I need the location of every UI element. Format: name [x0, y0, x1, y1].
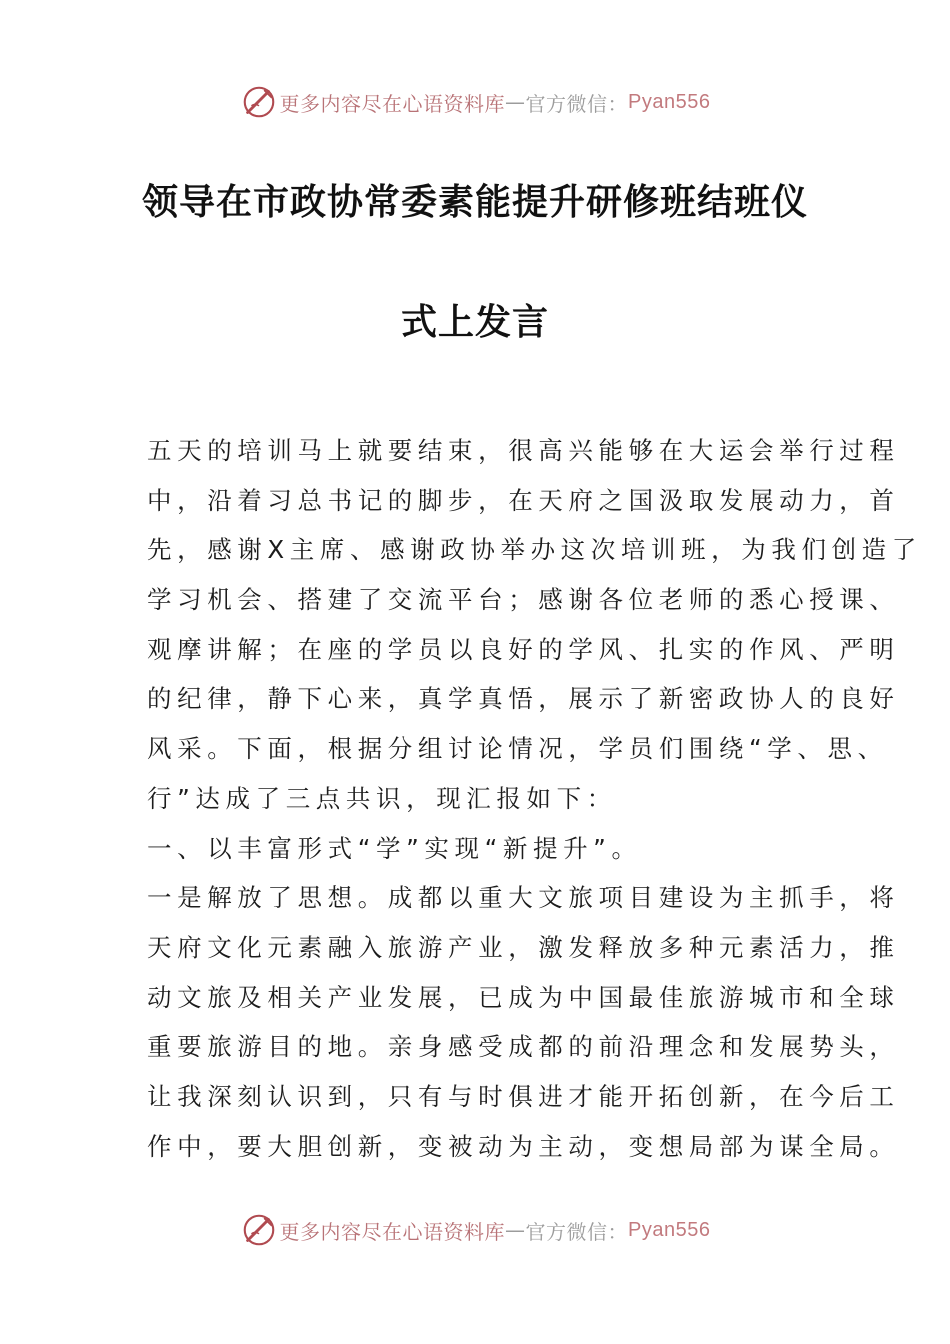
body-line: 的纪律，静下心来，真学真悟，展示了新密政协人的良好 — [147, 684, 900, 714]
body-line: 风采。下面，根据分组讨论情况，学员们围绕“学、思、 — [147, 734, 888, 764]
body-line: 行”达成了三点共识，现汇报如下： — [147, 783, 617, 813]
pen-seal-icon — [240, 83, 278, 121]
body-line: 一是解放了思想。成都以重大文旅项目建设为主抓手，将 — [147, 883, 900, 913]
watermark-dash: — — [505, 1218, 526, 1242]
body-line: 观摩讲解；在座的学员以良好的学风、扎实的作风、严明 — [147, 634, 900, 664]
watermark-official-label: 官方微信： — [525, 1219, 629, 1244]
pen-seal-icon — [240, 1211, 278, 1249]
watermark-wechat-id: Pyan556 — [628, 90, 711, 113]
document-body — [147, 426, 922, 1171]
document-title-line-2: 式上发言 — [400, 302, 549, 343]
header-watermark — [0, 82, 950, 122]
body-line: 让我深刻认识到，只有与时俱进才能开拓创新，在今后工 — [147, 1081, 900, 1111]
watermark-wechat-id: Pyan556 — [628, 1218, 711, 1241]
watermark-brand: 更多内容尽在心语资料库 — [279, 91, 506, 116]
body-line: 动文旅及相关产业发展，已成为中国最佳旅游城市和全球 — [147, 982, 900, 1012]
body-line: 重要旅游目的地。亲身感受成都的前沿理念和发展势头， — [147, 1032, 900, 1062]
body-line: 五天的培训马上就要结束，很高兴能够在大运会举行过程 — [147, 436, 900, 465]
body-line: 作中，要大胆创新，变被动为主动，变想局部为谋全局。 — [147, 1131, 900, 1161]
section-heading: 一、以丰富形式“学”实现“新提升”。 — [147, 833, 642, 863]
body-line: 学习机会、搭建了交流平台；感谢各位老师的悉心授课、 — [147, 585, 900, 615]
document-title-line-1: 领导在市政协常委素能提升研修班结班仪 — [141, 182, 808, 223]
body-line: 天府文化元素融入旅游产业，激发释放多种元素活力，推 — [147, 932, 900, 962]
footer-watermark — [0, 1210, 950, 1250]
watermark-official-label: 官方微信： — [525, 91, 629, 116]
body-line: 先，感谢X主席、感谢政协举办这次培训班，为我们创造了 — [147, 535, 922, 565]
watermark-brand: 更多内容尽在心语资料库 — [279, 1219, 506, 1244]
watermark-dash: — — [505, 90, 526, 114]
body-line: 中，沿着习总书记的脚步，在天府之国汲取发展动力，首 — [147, 485, 900, 515]
